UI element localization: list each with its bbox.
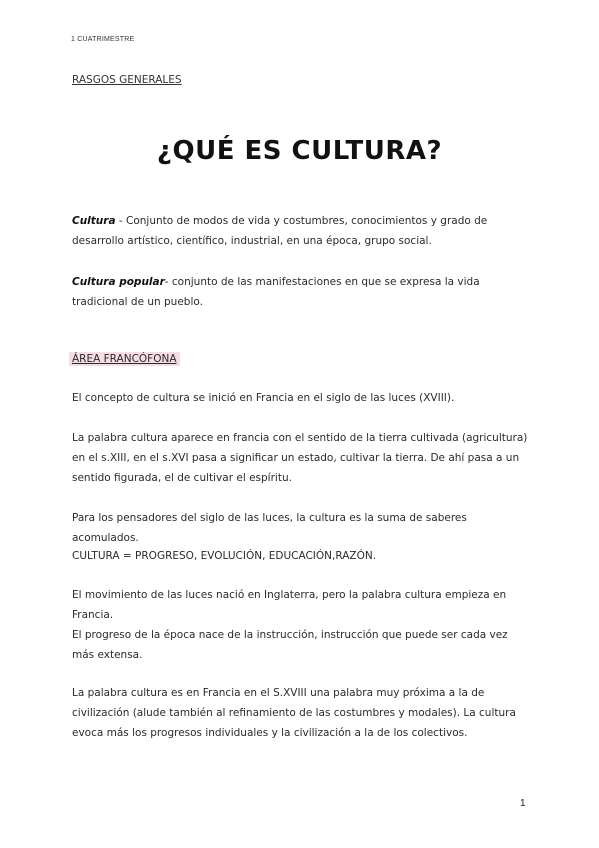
paragraph: CULTURA = PROGRESO, EVOLUCIÓN, EDUCACIÓN,RAZÓN. [72, 550, 377, 562]
paragraph: El movimiento de las luces nació en Inglaterra, pero la palabra cultura empieza en Francia. [72, 589, 507, 621]
header-label: 1 CUATRIMESTRE [71, 36, 135, 43]
paragraph: El concepto de cultura se inició en Francia en el siglo de las luces (XVIII). [72, 392, 455, 404]
definition-text: - Conjunto de modos de vida y costumbres, conocimientos y grado de desarrollo artístico, científico, industrial, en una época, grupo social. [72, 215, 488, 247]
definition-term: Cultura [72, 215, 116, 227]
definition-cultura [72, 211, 532, 251]
definition-cultura-popular [72, 272, 532, 312]
definition-term: Cultura popular [72, 276, 165, 288]
definition-text: - conjunto de las manifestaciones en que se expresa la vida tradicional de un pueblo. [72, 276, 480, 308]
paragraph: La palabra cultura es en Francia en el S.XVIII una palabra muy próxima a la de civilización (alude también al refinamiento de las costumbres y modales). La cultura evoca más los progresos individuales y la civilización a la de los colectivos. [72, 687, 516, 739]
paragraph: La palabra cultura aparece en francia con el sentido de la tierra cultivada (agricultura) en el s.XIII, en el s.XVI pasa a significar un estado, cultivar la tierra. De ahí pasa a un sentido figurada, el de cultivar el espíritu. [72, 432, 528, 484]
paragraph: Para los pensadores del siglo de las luces, la cultura es la suma de saberes acomulados. [72, 512, 467, 544]
section-heading: RASGOS GENERALES [72, 74, 182, 86]
paragraph: El progreso de la época nace de la instrucción, instrucción que puede ser cada vez más extensa. [72, 629, 508, 661]
subsection-heading [72, 349, 532, 369]
page-title: ¿QUÉ ES CULTURA? [156, 136, 443, 166]
page-number: 1 [520, 798, 526, 809]
subsection-heading-text: ÁREA FRANCÓFONA [69, 352, 180, 366]
